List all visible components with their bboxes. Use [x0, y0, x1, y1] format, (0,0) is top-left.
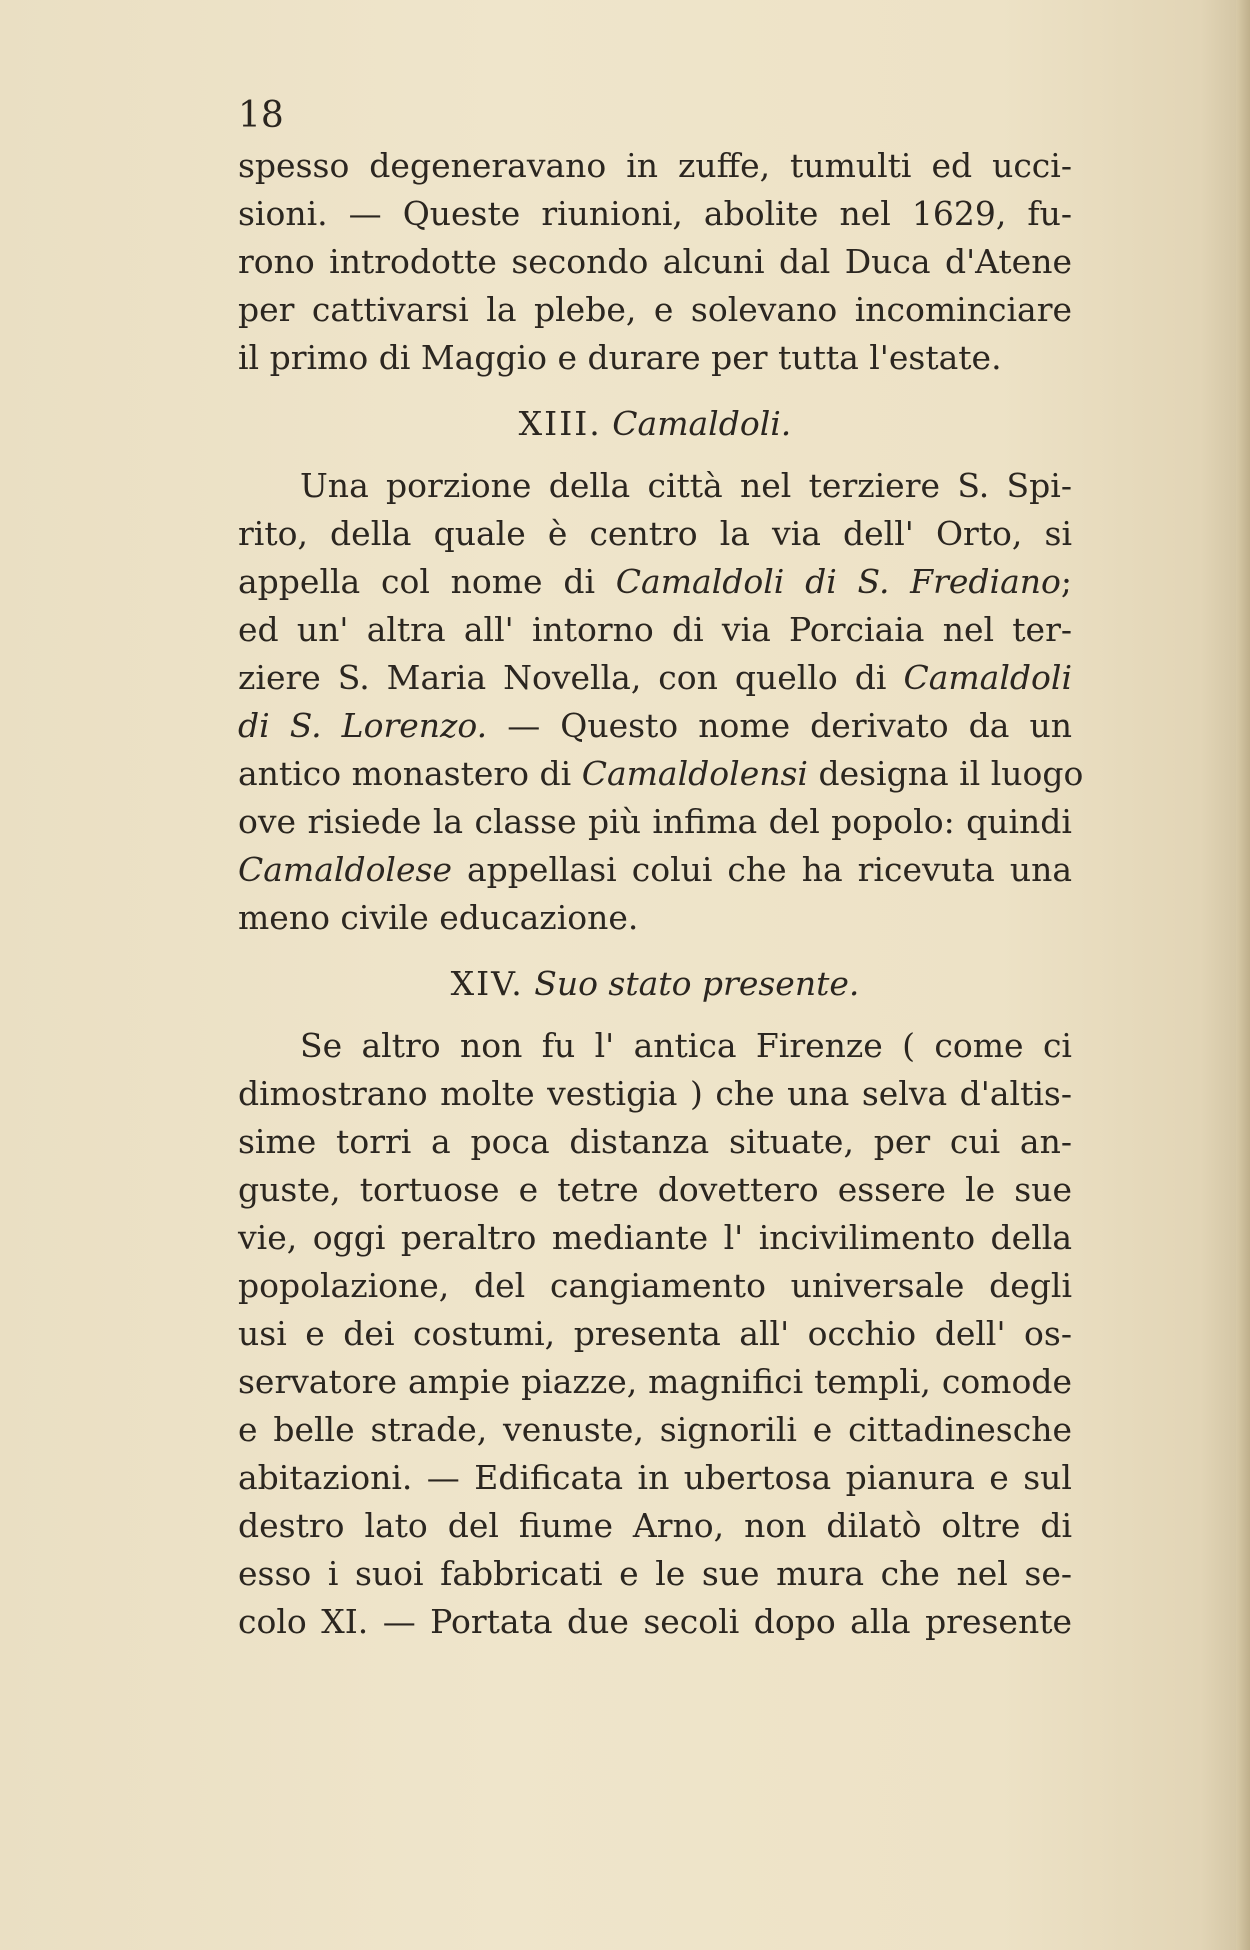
text-line [238, 846, 1072, 894]
text-line: spesso degeneravano in zuffe, tumulti ed ucci- [238, 146, 1072, 185]
paragraph-3 [238, 1022, 1072, 1646]
text-line: ove risiede la classe più infima del popolo: quindi [238, 802, 1072, 841]
text-line: servatore ampie piazze, magnifici templi, comode [238, 1362, 1072, 1401]
page-text [238, 90, 1084, 1646]
text-run: appellasi colui che ha ricevuta una [451, 850, 1072, 889]
text-line: Se altro non fu l' antica Firenze ( come ci [300, 1026, 1072, 1065]
text-line: sime torri a poca distanza situate, per cui an- [238, 1122, 1072, 1161]
page-number: 18 [238, 95, 284, 136]
text-line: dimostrano molte vestigia ) che una selva d'altis- [238, 1074, 1072, 1113]
section-heading-xiii [238, 394, 1072, 454]
section-title: Camaldoli. [612, 404, 792, 443]
text-run: appella col nome di [238, 562, 616, 601]
text-line: abitazioni. — Edificata in ubertosa pianura e sul [238, 1458, 1072, 1497]
section-title: Suo stato presente. [534, 964, 860, 1003]
text-line: ed un' altra all' intorno di via Porciaia nel ter- [238, 610, 1072, 649]
text-line: per cattivarsi la plebe, e solevano incominciare [238, 290, 1072, 329]
italic-term: Camaldoli [903, 658, 1072, 697]
text-line: esso i suoi fabbricati e le sue mura che nel se- [238, 1554, 1072, 1593]
section-number: XIV. [450, 964, 524, 1003]
italic-term: Camaldoli di S. Frediano [615, 562, 1061, 601]
section-number: XIII. [518, 404, 602, 443]
text-run: ; [1060, 562, 1072, 601]
paragraph-2 [238, 462, 1084, 942]
text-line: guste, tortuose e tetre dovettero essere le sue [238, 1170, 1072, 1209]
page-edge [1236, 0, 1250, 1950]
italic-term: di S. Lorenzo. [238, 706, 488, 745]
text-run: designa il luogo [807, 754, 1084, 793]
text-run: ziere S. Maria Novella, con quello di [238, 658, 904, 697]
text-run: antico monastero di [238, 754, 582, 793]
text-line [238, 654, 1072, 702]
text-line: Una porzione della città nel terziere S. Spi- [300, 466, 1072, 505]
text-line: il primo di Maggio e durare per tutta l'estate. [238, 338, 1002, 377]
paragraph-1 [238, 142, 1072, 382]
text-line: meno civile educazione. [238, 898, 639, 937]
text-line: e belle strade, venuste, signorili e cittadinesche [238, 1410, 1072, 1449]
section-heading-xiv [238, 954, 1072, 1014]
text-line: rono introdotte secondo alcuni dal Duca d'Atene [238, 242, 1072, 281]
text-line: rito, della quale è centro la via dell' Orto, si [238, 514, 1072, 553]
italic-term: Camaldolensi [581, 754, 808, 793]
text-line: colo XI. — Portata due secoli dopo alla presente [238, 1602, 1072, 1641]
text-line: usi e dei costumi, presenta all' occhio dell' os- [238, 1314, 1072, 1353]
text-line [238, 702, 1072, 750]
text-line [238, 750, 1084, 798]
text-run: — Questo nome derivato da un [487, 706, 1072, 745]
text-line: destro lato del fiume Arno, non dilatò oltre di [238, 1506, 1072, 1545]
text-line [238, 558, 1072, 606]
text-line: popolazione, del cangiamento universale degli [238, 1266, 1072, 1305]
text-line: vie, oggi peraltro mediante l' incivilimento della [238, 1218, 1072, 1257]
text-line: sioni. — Queste riunioni, abolite nel 1629, fu- [238, 194, 1072, 233]
italic-term: Camaldolese [238, 850, 452, 889]
